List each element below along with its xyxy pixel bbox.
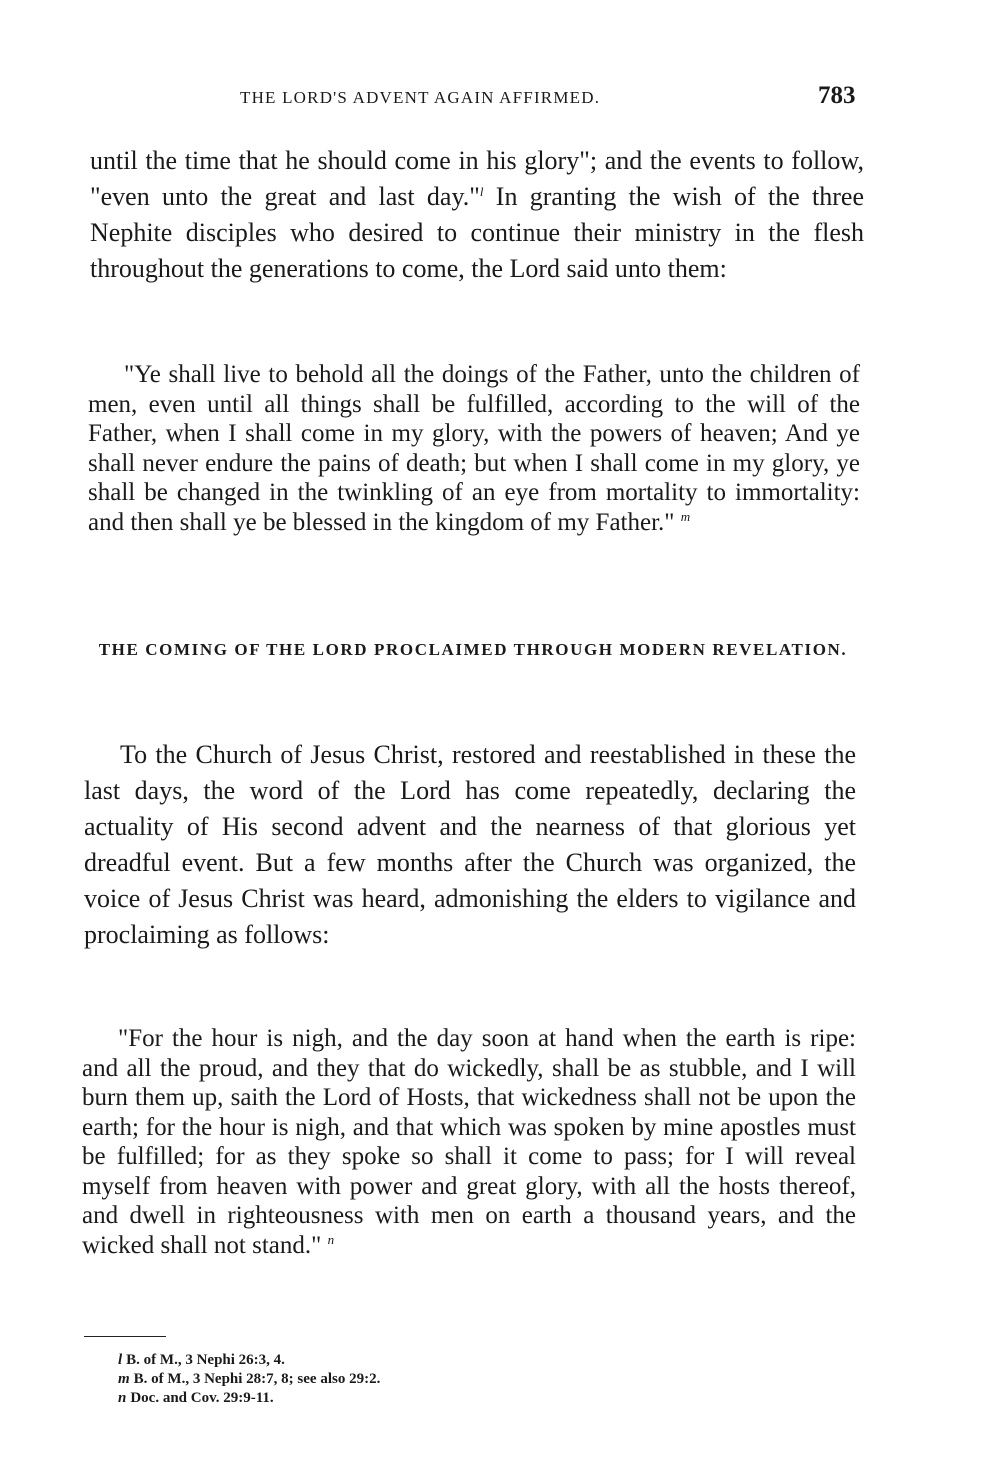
paragraph-opening (90, 143, 864, 287)
footnote-mark: n (118, 1390, 127, 1406)
paragraph-opening-text-continued: In granting the wish of the three Nephite disciples who desired to continue their ministry in the flesh throughout the generations to come, the Lord said unto them: (90, 182, 864, 283)
footnote-n (118, 1389, 380, 1408)
footnote-divider (84, 1336, 166, 1337)
footnote-ref-n: n (327, 1231, 335, 1247)
block-quote-doctrine-covenants (82, 1024, 856, 1260)
footnote-text: Doc. and Cov. 29:9-11. (130, 1390, 274, 1406)
footnote-text: B. of M., 3 Nephi 26:3, 4. (126, 1352, 285, 1368)
footnote-mark: m (118, 1371, 130, 1387)
page-number: 783 (818, 82, 856, 109)
footnotes (118, 1351, 380, 1408)
block-quote-doctrine-covenants-text: "For the hour is nigh, and the day soon at hand when the earth is ripe: and all the proud, and they that do wickedly, shall be as stubble, and I will burn them up, saith the Lord of Hosts, that wickedness shall not be upon the earth; for the hour is nigh, and that which was spoken by mine apostles must be fulfilled; for as they spoke so shall it come to pass; for I will reveal myself from heaven with power and great glory, with all the hosts thereof, and dwell in righteousness with men on earth a thousand years, and the wicked shall not stand." (82, 1025, 856, 1259)
paragraph-modern-revelation: To the Church of Jesus Christ, restored and reestablished in these the last days, the word of the Lord has come repeatedly, declaring the actuality of His second advent and the nearness of that glorious yet dreadful event. But a few months after the Church was organized, the voice of Jesus Christ was heard, admonishing the elders to vigilance and proclaiming as follows: (84, 740, 856, 949)
footnote-m (118, 1370, 380, 1389)
section-heading: THE COMING OF THE LORD PROCLAIMED THROUGH MODERN REVELATION. (98, 640, 848, 659)
block-quote-nephi-text: "Ye shall live to behold all the doings of the Father, unto the children of men, even until all things shall be fulfilled, according to the will of the Father, when I shall come in my glory, with the powers of heaven; And ye shall never endure the pains of death; but when I shall come in my glory, ye shall be changed in the twinkling of an eye from mortality to immortality: and then shall ye be blessed in the kingdom of my Father." (88, 361, 860, 536)
footnote-ref-m: m (680, 508, 691, 524)
paragraph-opening-text: until the time that he should come in his glory"; and the events to follow, "even unto the great and last day." (90, 146, 864, 211)
footnote-text: B. of M., 3 Nephi 28:7, 8; see also 29:2. (133, 1371, 381, 1387)
block-quote-nephi (88, 360, 860, 537)
footnote-l (118, 1351, 380, 1370)
running-title: THE LORD'S ADVENT AGAIN AFFIRMED. (240, 88, 601, 107)
footnote-ref-l: l (479, 184, 484, 199)
footnote-mark: l (118, 1352, 123, 1368)
